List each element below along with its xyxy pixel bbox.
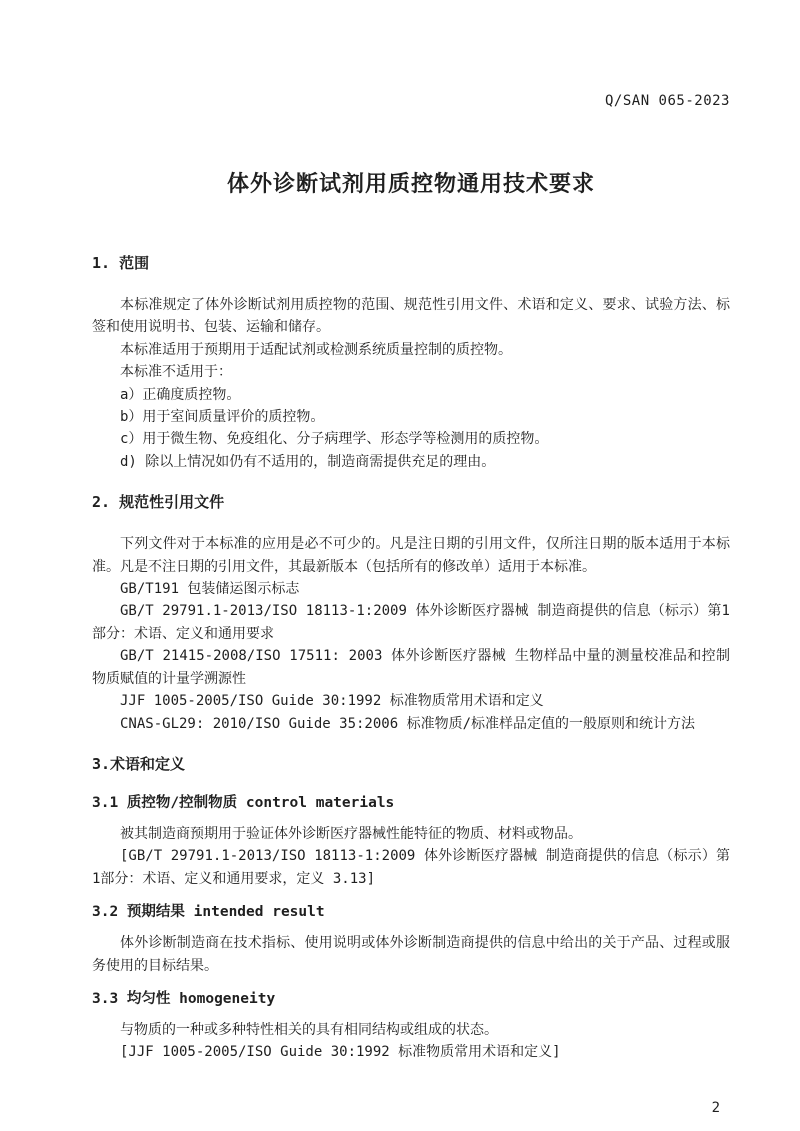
citation: [GB/T 29791.1-2013/ISO 18113-1:2009 体外诊断医疗器械 制造商提供的信息（标示）第1部分：术语、定义和通用要求，定义 3.13]: [92, 848, 730, 887]
reference-item: GB/T 29791.1-2013/ISO 18113-1:2009 体外诊断医疗器械 制造商提供的信息（标示）第1部分：术语、定义和通用要求: [92, 603, 730, 642]
term-heading: 3.2 预期结果 intended result: [92, 904, 325, 921]
section-normative-references: [92, 493, 730, 735]
paragraph: 体外诊断制造商在技术指标、使用说明或体外诊断制造商提供的信息中给出的关于产品、过程或服务使用的目标结果。: [92, 935, 730, 974]
page-header: [92, 93, 730, 110]
paragraph: 本标准适用于预期用于适配试剂或检测系统质量控制的质控物。: [120, 341, 512, 358]
section-heading: 3.术语和定义: [92, 754, 186, 773]
list-item: b）用于室间质量评价的质控物。: [120, 409, 325, 426]
paragraph: 下列文件对于本标准的应用是必不可少的。凡是注日期的引用文件，仅所注日期的版本适用于本标准。凡是不注日期的引用文件，其最新版本（包括所有的修改单）适用于本标准。: [92, 536, 730, 575]
section-terms-definitions: [92, 755, 730, 1064]
term-entry: [92, 991, 730, 1064]
list-item: d) 除以上情况如仍有不适用的，制造商需提供充足的理由。: [120, 453, 496, 470]
term-entry: [92, 904, 730, 977]
paragraph: 与物质的一种或多种特性相关的具有相同结构或组成的状态。: [120, 1021, 498, 1038]
list-item: a）正确度质控物。: [120, 386, 241, 403]
paragraph: 本标准规定了体外诊断试剂用质控物的范围、规范性引用文件、术语和定义、要求、试验方法、标签和使用说明书、包装、运输和储存。: [92, 297, 730, 336]
term-heading: 3.1 质控物/控制物质 control materials: [92, 794, 395, 811]
paragraph: 被其制造商预期用于验证体外诊断医疗器械性能特征的物质、材料或物品。: [120, 825, 582, 842]
section-heading: 1. 范围: [92, 254, 150, 272]
list-item: c）用于微生物、免疫组化、分子病理学、形态学等检测用的质控物。: [120, 431, 549, 448]
citation: [JJF 1005-2005/ISO Guide 30:1992 标准物质常用术语和定义]: [120, 1044, 561, 1061]
reference-item: GB/T191 包装储运图示标志: [120, 581, 300, 598]
reference-item: GB/T 21415-2008/ISO 17511: 2003 体外诊断医疗器械 生物样品中量的测量校准品和控制物质赋值的计量学溯源性: [92, 648, 730, 687]
section-heading: 2. 规范性引用文件: [92, 493, 225, 512]
page-number: 2: [711, 1100, 720, 1116]
doc-number: Q/SAN 065-2023: [604, 93, 730, 109]
paragraph: 本标准不适用于：: [120, 364, 232, 381]
term-entry: [92, 795, 730, 890]
reference-item: JJF 1005-2005/ISO Guide 30:1992 标准物质常用术语和定义: [120, 693, 544, 710]
section-scope: [92, 254, 730, 473]
reference-item: CNAS-GL29: 2010/ISO Guide 35:2006 标准物质/标准样品定值的一般原则和统计方法: [120, 715, 696, 732]
term-heading: 3.3 均匀性 homogeneity: [92, 990, 276, 1007]
page-title: 体外诊断试剂用质控物通用技术要求: [226, 172, 595, 197]
